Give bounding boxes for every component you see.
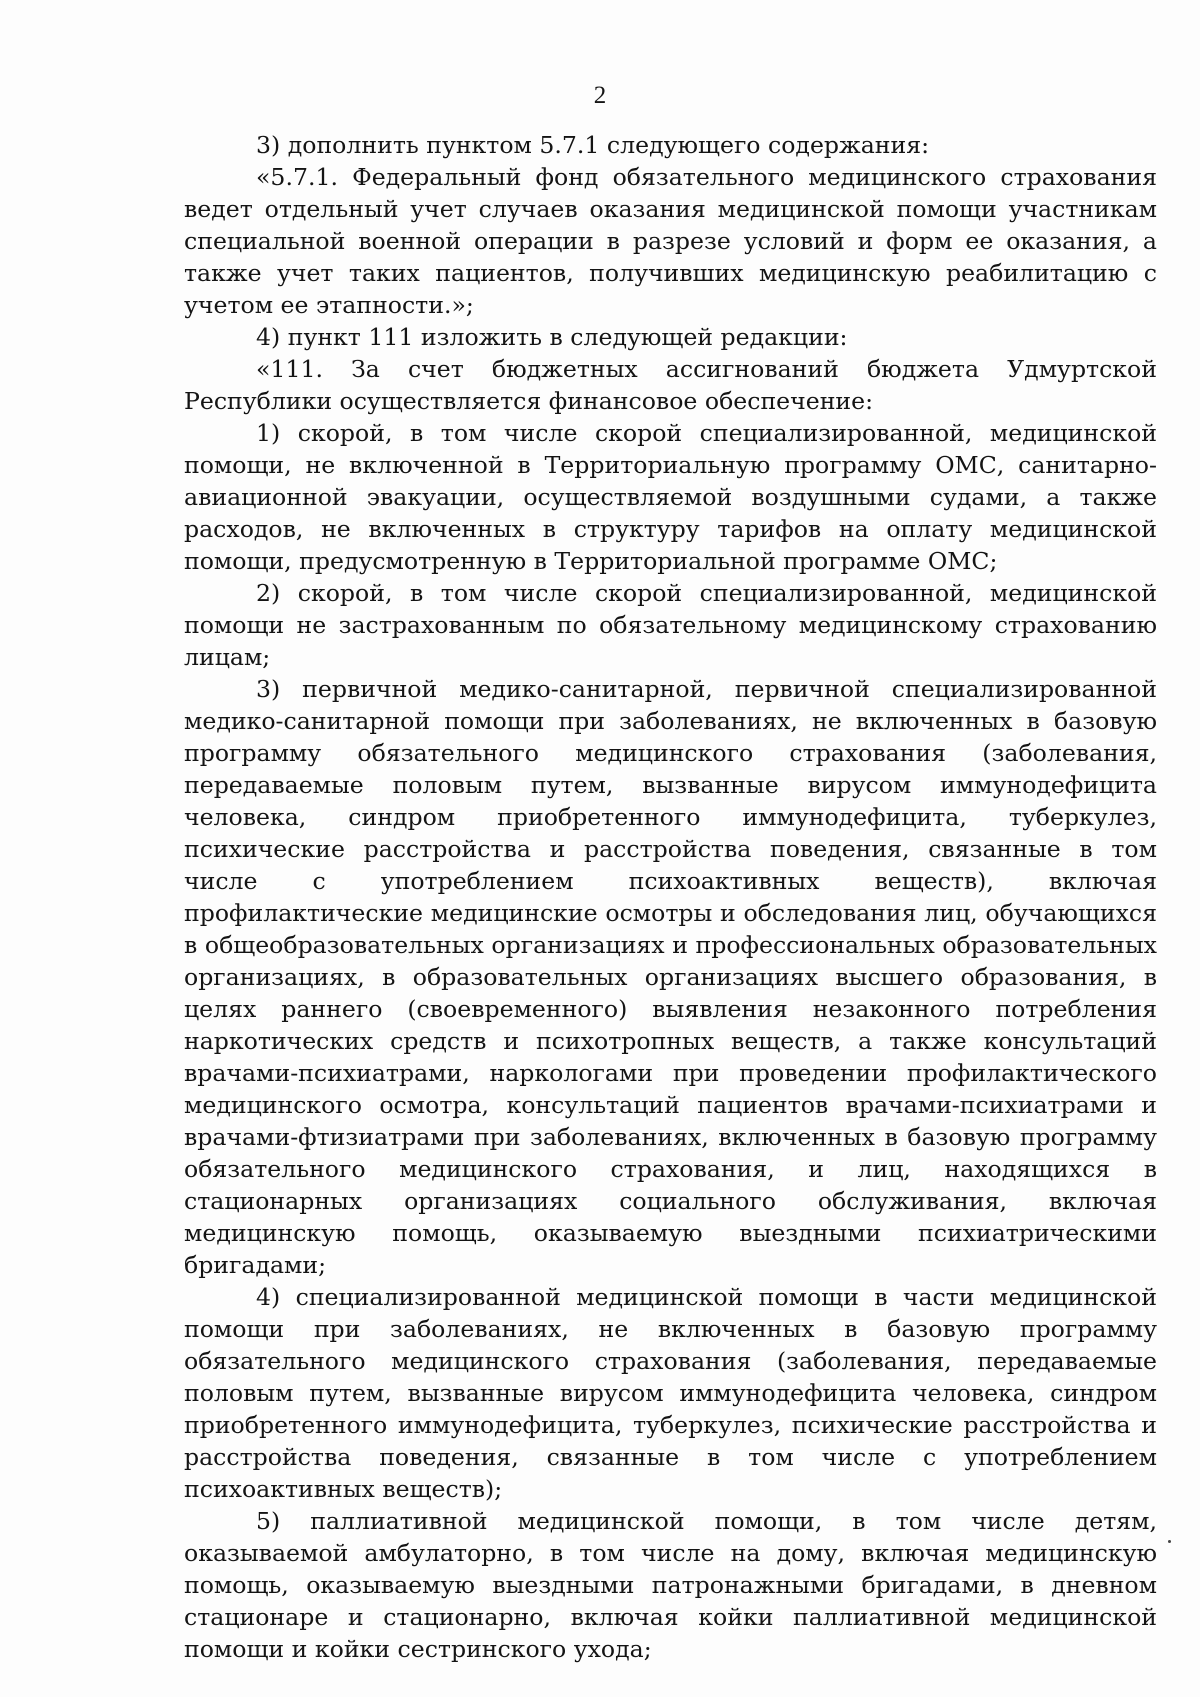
paragraph-subitem-2: 2) скорой, в том числе скорой специализированной, медицинской помощи не застрахованным по обязательному медицинскому страхованию лицам;: [184, 579, 1157, 671]
paragraph-clause-111: «111. За счет бюджетных ассигнований бюджета Удмуртской Республики осуществляется финансовое обеспечение:: [184, 355, 1157, 415]
paragraph-subitem-1: 1) скорой, в том числе скорой специализированной, медицинской помощи, не включенной в Территориальную программу ОМС, санитарно-авиационной эвакуации, осуществляемой воздушными судами, а также расходов, не включенных в структуру тарифов на оплату медицинской помощи, предусмотренную в Территориальной программе ОМС;: [184, 419, 1157, 575]
paragraph-item-3: 3) дополнить пунктом 5.7.1 следующего содержания:: [256, 131, 930, 159]
paragraph-item-4: 4) пункт 111 изложить в следующей редакции:: [256, 323, 848, 351]
page-number: 2: [593, 82, 607, 109]
paragraph-subitem-4: 4) специализированной медицинской помощи в части медицинской помощи при заболеваниях, не включенных в базовую программу обязательного медицинского страхования (заболевания, передаваемые половым путем, вызванные вирусом иммунодефицита человека, синдром приобретенного иммунодефицита, туберкулез, психические расстройства и расстройства поведения, связанные в том числе с употреблением психоактивных веществ);: [184, 1283, 1157, 1503]
scan-dot-mark: [1168, 1540, 1171, 1543]
paragraph-subitem-5: 5) паллиативной медицинской помощи, в том числе детям, оказываемой амбулаторно, в том числе на дому, включая медицинскую помощь, оказываемую выездными патронажными бригадами, в дневном стационаре и стационарно, включая койки паллиативной медицинской помощи и койки сестринского ухода;: [184, 1507, 1157, 1663]
paragraph-subitem-3: 3) первичной медико-санитарной, первичной специализированной медико-санитарной помощи при заболеваниях, не включенных в базовую программу обязательного медицинского страхования (заболевания, передаваемые половым путем, вызванные вирусом иммунодефицита человека, синдром приобретенного иммунодефицита, туберкулез, психические расстройства и расстройства поведения, связанные в том числе с употреблением психоактивных веществ), включая профилактические медицинские осмотры и обследования лиц, обучающихся в общеобразовательных организациях и профессиональных образовательных организациях, в образовательных организациях высшего образования, в целях раннего (своевременного) выявления незаконного потребления наркотических средств и психотропных веществ, а также консультаций врачами-психиатрами, наркологами при проведении профилактического медицинского осмотра, консультаций пациентов врачами-психиатрами и врачами-фтизиатрами при заболеваниях, включенных в базовую программу обязательного медицинского страхования, и лиц, находящихся в стационарных организациях социального обслуживания, включая медицинскую помощь, оказываемую выездными психиатрическими бригадами;: [184, 675, 1157, 1279]
document-body: [184, 129, 1157, 1665]
paragraph-clause-5-7-1: «5.7.1. Федеральный фонд обязательного медицинского страхования ведет отдельный учет случаев оказания медицинской помощи участникам специальной военной операции в разрезе условий и форм ее оказания, а также учет таких пациентов, получивших медицинскую реабилитацию с учетом ее этапности.»;: [184, 163, 1157, 319]
